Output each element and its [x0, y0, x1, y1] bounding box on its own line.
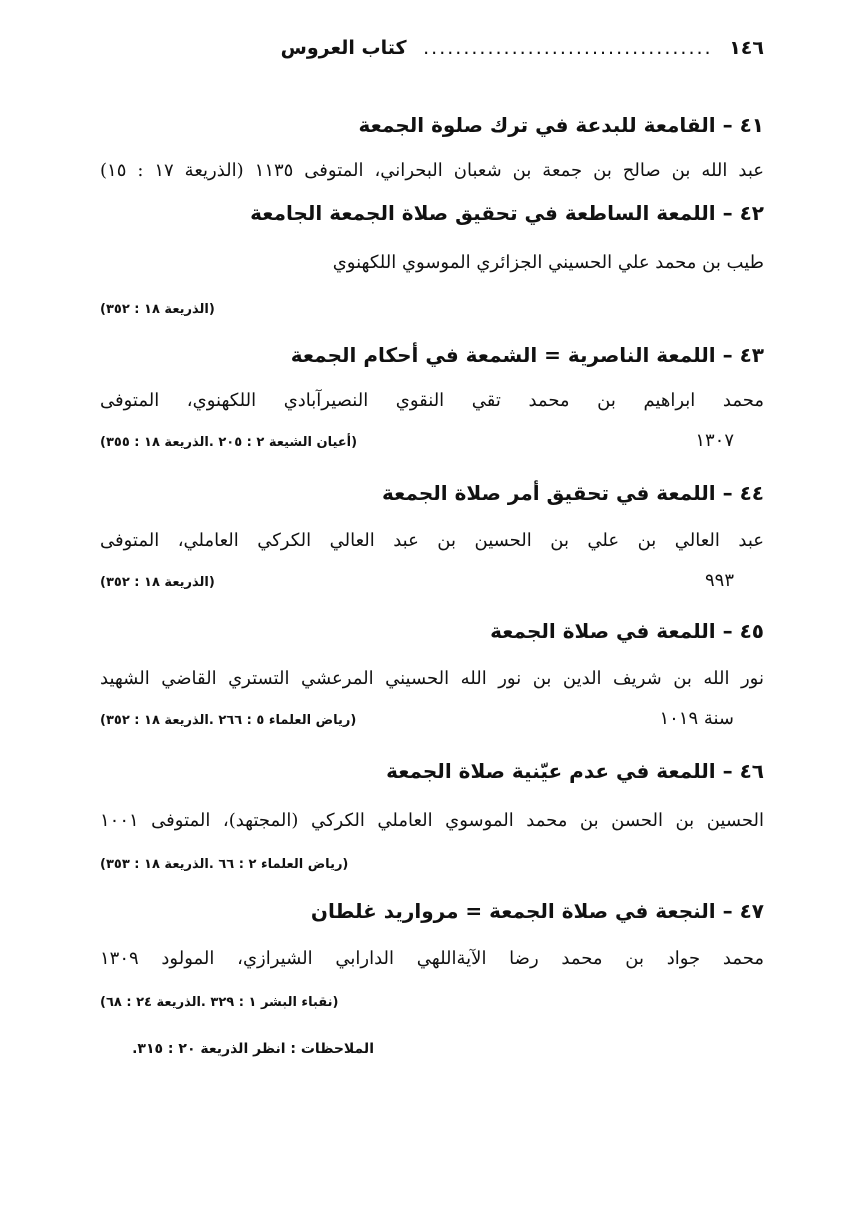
- entry-author: عبد العالي بن علي بن الحسين بن عبد العالي الكركي العاملي، المتوفى: [100, 530, 764, 551]
- entry-title: ٤٣ – اللمعة الناصرية = الشمعة في أحكام الجمعة: [290, 343, 764, 367]
- entry-title: ٤٦ – اللمعة في عدم عيّنية صلاة الجمعة: [386, 759, 764, 783]
- entry-author: الحسين بن الحسن بن محمد الموسوي العاملي الكركي (المجتهد)، المتوفى ١٠٠١: [100, 810, 764, 831]
- entry-author: محمد ابراهيم بن محمد تقي النقوي النصيرآبادي اللكهنوي، المتوفى: [100, 390, 764, 411]
- entry-author: محمد جواد بن محمد رضا الآيةاللهي الدارابي الشيرازي، المولود ١٣٠٩: [100, 948, 764, 969]
- entry-reference: (رياض العلماء ٢ : ٦٦ .الذريعة ١٨ : ٣٥٣): [100, 857, 349, 872]
- page-number: ١٤٦: [729, 37, 764, 59]
- running-title: كتاب العروس: [280, 37, 407, 59]
- entry-reference: (نقباء البشر ١ : ٣٢٩ .الذريعة ٢٤ : ٦٨): [100, 995, 339, 1010]
- entry-title: ٤٥ – اللمعة في صلاة الجمعة: [490, 619, 764, 643]
- entry-author-continuation: ١٣٠٧: [695, 430, 734, 451]
- entry-title: ٤٤ – اللمعة في تحقيق أمر صلاة الجمعة: [382, 481, 764, 505]
- entry-reference: (الذريعة ١٨ : ٣٥٢): [100, 575, 215, 590]
- entry-reference: (رياض العلماء ٥ : ٢٦٦ .الذريعة ١٨ : ٣٥٢): [100, 713, 357, 728]
- entry-author-continuation-row: [100, 704, 764, 734]
- entry-author-continuation: سنة ١٠١٩: [659, 708, 734, 729]
- entry-author-continuation-row: [100, 426, 764, 456]
- entry-reference: (الذريعة ١٨ : ٣٥٢): [100, 302, 215, 317]
- entry-title: ٤٢ – اللمعة الساطعة في تحقيق صلاة الجمعة الجامعة: [250, 201, 764, 225]
- entry-author-continuation: ٩٩٣: [704, 570, 734, 591]
- entry-author: عبد الله بن صالح بن جمعة بن شعبان البحراني، المتوفى ١١٣٥ (الذريعة ١٧ : ١٥): [100, 160, 764, 181]
- entry-author: نور الله بن شريف الدين بن نور الله الحسيني المرعشي التستري القاضي الشهيد: [100, 668, 764, 689]
- header-leader-dots: ....................................: [423, 37, 713, 59]
- entry-author-continuation-row: [100, 566, 764, 596]
- document-page: [100, 0, 764, 1226]
- entry-reference: (أعيان الشيعة ٢ : ٢٠٥ .الذريعة ١٨ : ٣٥٥): [100, 435, 358, 450]
- entry-title: ٤١ – القامعة للبدعة في ترك صلوة الجمعة: [358, 113, 764, 137]
- entry-author: طيب بن محمد علي الحسيني الجزائري الموسوي اللكهنوي: [332, 252, 764, 273]
- entry-note: الملاحظات : انظر الذريعة ٢٠ : ٣١٥.: [132, 1041, 374, 1057]
- entry-title: ٤٧ – النجعة في صلاة الجمعة = مرواريد غلطان: [310, 899, 764, 923]
- page-header: [100, 30, 764, 66]
